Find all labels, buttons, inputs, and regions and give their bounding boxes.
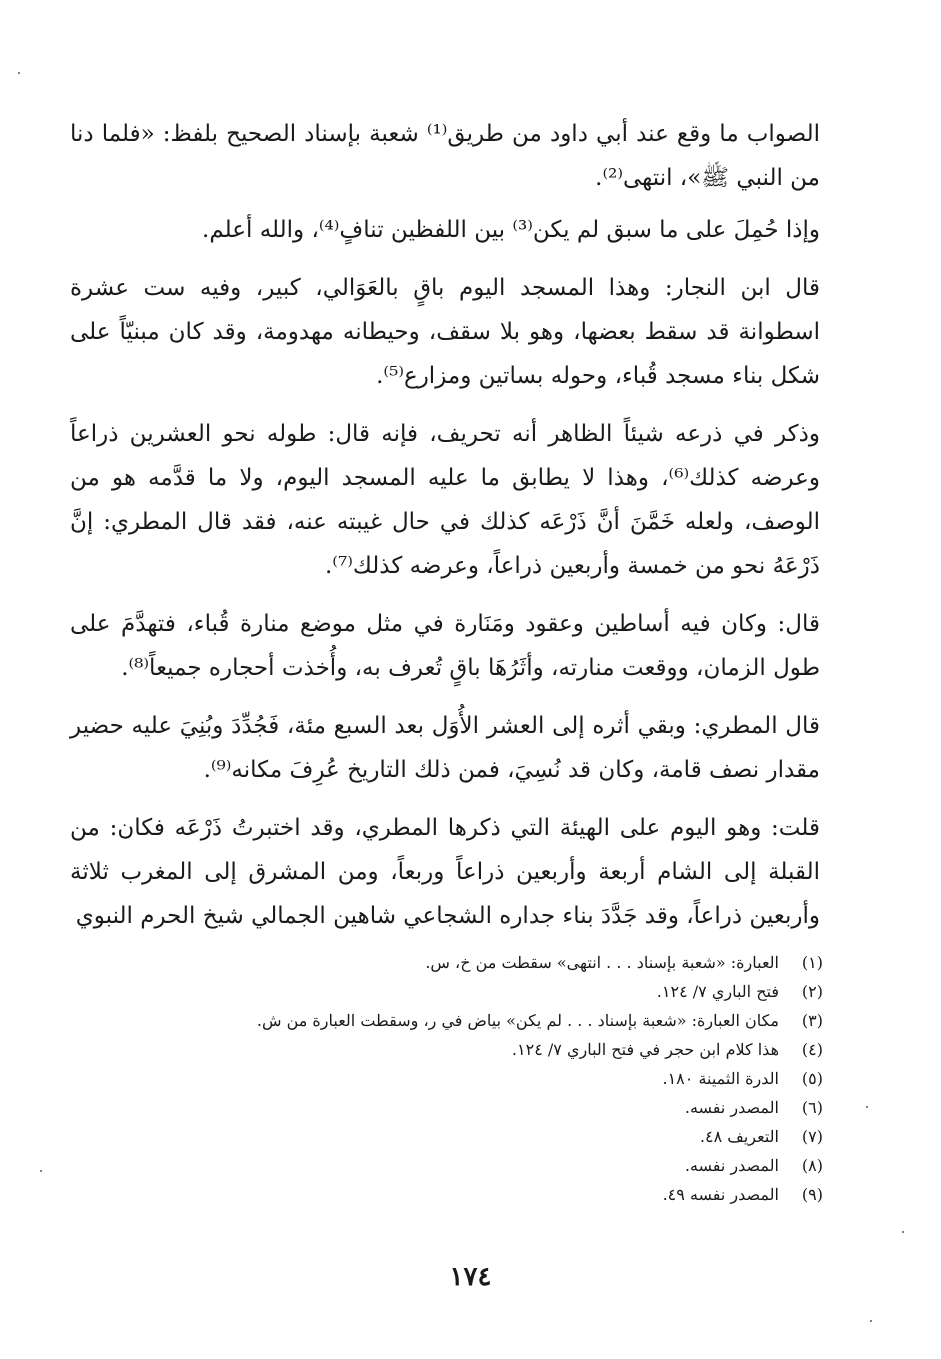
footnote-number: (٥) <box>801 1069 823 1088</box>
footnote-number: (٢) <box>801 982 823 1001</box>
footnote-4 <box>200 1035 823 1064</box>
page-number: ١٧٤ <box>449 1262 492 1292</box>
scan-speck <box>18 72 20 74</box>
footnote-text: المصدر نفسه. <box>684 1156 779 1175</box>
footnote-number: (٨) <box>801 1156 823 1175</box>
footnote-text: هذا كلام ابن حجر في فتح الباري ٧/ ١٢٤. <box>511 1040 779 1059</box>
paragraph-7: قلت: وهو اليوم على الهيئة التي ذكرها المطري، وقد اختبرتُ ذَرْعَه فكان: من القبلة إلى الشام أربعة وأربعين ذراعاً وربعاً، ومن المشرق إلى المغرب ثلاثة وأربعين ذراعاً، وقد جَدَّدَ بناء جداره الشجاعي شاهين الجمالي شيخ الحرم النبوي <box>70 815 820 929</box>
scan-speck <box>902 1231 904 1233</box>
paragraph-1: الصواب ما وقع عند أبي داود من طريق⁽¹⁾ شعبة بإسناد الصحيح بلفظ: «فلما دنا من النبي ﷺ»، انتهى⁽²⁾. <box>70 121 820 191</box>
footnote-text: مكان العبارة: «شعبة بإسناد . . . لم يكن» بياض في ر، وسقطت العبارة من ش. <box>256 1011 779 1030</box>
scan-speck <box>870 1320 872 1322</box>
footnote-number: (٣) <box>801 1011 823 1030</box>
footnote-6 <box>200 1093 823 1122</box>
footnotes <box>200 948 823 1209</box>
paragraph-2: وإذا حُمِلَ على ما سبق لم يكن⁽³⁾ بين اللفظين تنافٍ⁽⁴⁾، والله أعلم. <box>202 217 820 243</box>
footnote-text: المصدر نفسه ٤٩. <box>662 1185 779 1204</box>
footnote-text: الدرة الثمينة ١٨٠. <box>662 1069 779 1088</box>
footnote-number: (٧) <box>801 1127 823 1146</box>
scan-speck <box>866 1106 868 1108</box>
main-text <box>70 112 820 952</box>
footnote-number: (٩) <box>801 1185 823 1204</box>
footnote-text: العبارة: «شعبة بإسناد . . . انتهى» سقطت من خ، س. <box>425 953 779 972</box>
footnote-8 <box>200 1151 823 1180</box>
footnote-9 <box>200 1180 823 1209</box>
footnote-number: (١) <box>801 953 823 972</box>
scan-speck <box>40 1170 42 1172</box>
paragraph-4: وذكر في ذرعه شيئاً الظاهر أنه تحريف، فإنه قال: طوله نحو العشرين ذراعاً وعرضه كذلك⁽⁶⁾، وهذا لا يطابق ما عليه المسجد اليوم، ولا ما قدَّمه هو من الوصف، ولعله خَمَّنَ أنَّ ذَرْعَه كذلك في حال غيبته عنه، فقد قال المطري: إنَّ ذَرْعَهُ نحو من خمسة وأربعين ذراعاً، وعرضه كذلك⁽⁷⁾. <box>70 421 820 579</box>
paragraph-6: قال المطري: وبقي أثره إلى العشر الأُوَل بعد السبع مئة، فَجُدِّدَ وبُنِيَ عليه حضير مقدار نصف قامة، وكان قد نُسِيَ، فمن ذلك التاريخ عُرِفَ مكانه⁽⁹⁾. <box>70 713 820 783</box>
footnote-text: التعريف ٤٨. <box>699 1127 779 1146</box>
footnote-text: المصدر نفسه. <box>684 1098 779 1117</box>
footnote-number: (٤) <box>801 1040 823 1059</box>
paragraph-5: قال: وكان فيه أساطين وعقود ومَنَارة في مثل موضع منارة قُباء، فتهدَّمَ على طول الزمان، ووقعت منارته، وأثَرُهَا باقٍ تُعرف به، وأُخذت أحجاره جميعاً⁽⁸⁾. <box>70 611 820 681</box>
footnote-5 <box>200 1064 823 1093</box>
footnote-1 <box>200 948 823 977</box>
footnote-2 <box>200 977 823 1006</box>
footnote-text: فتح الباري ٧/ ١٢٤. <box>656 982 779 1001</box>
footnote-number: (٦) <box>801 1098 823 1117</box>
footnote-3 <box>200 1006 823 1035</box>
footnote-7 <box>200 1122 823 1151</box>
paragraph-3: قال ابن النجار: وهذا المسجد اليوم باقٍ بالعَوَالي، كبير، وفيه ست عشرة اسطوانة قد سقط بعضها، وهو بلا سقف، وحيطانه مهدومة، وقد كان مبنيّاً على شكل بناء مسجد قُباء، وحوله بساتين ومزارع⁽⁵⁾. <box>70 275 820 389</box>
